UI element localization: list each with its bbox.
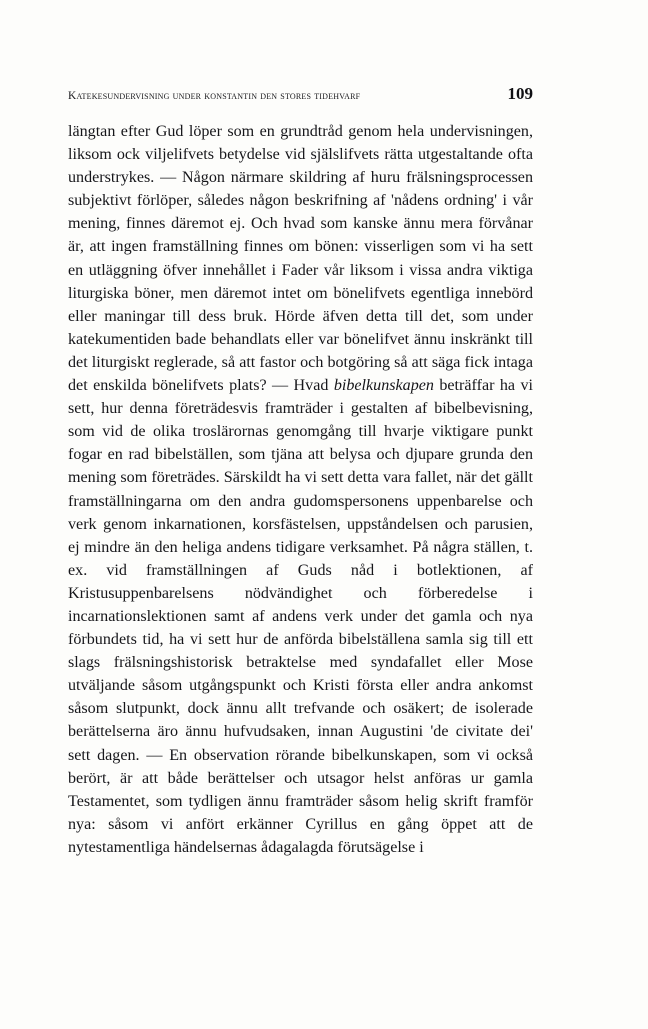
page-number: 109 <box>507 84 533 103</box>
running-head <box>68 84 533 104</box>
body-text-part-1: längtan efter Gud löper som en grundtråd genom hela undervisningen, liksom ock viljelifvets betydelse vid själslifvets rätta utgestaltande ofta understrykes. — Någon närmare skildring af huru frälsningsprocessen subjektivt förlöper, således någon beskrifning af 'nådens ordning' i vår mening, finnes däremot ej. Och hvad som kanske ännu mera förvånar är, att ingen framställning finnes om bönen: visserligen som vi ha sett en utläggning öfver innehållet i Fader vår liksom i vissa andra viktiga liturgiska böner, men däremot intet om bönelifvets egentliga innebörd eller maningar till dess bruk. Hörde äfven detta till det, som under katekumentiden bade behandlats eller var bönelifvet ännu inskränkt till det liturgiskt reglerade, så att fastor och botgöring så att säga fick intaga det enskilda bönelifvets plats? — Hvad <box>68 123 533 395</box>
body-text-part-2: beträffar ha vi sett, hur denna företrädesvis framträder i gestalten af bibelbevisning, som vid de olika troslärornas genomgång till hvarje viktigare punkt fogar en rad bibelställen, som tjäna att belysa och djupare grunda den mening som företrädes. Särskildt ha vi sett detta vara fallet, när det gällt framställningarna om den andra gudomspersonens uppenbarelse och verk genom inkarnationen, korsfästelsen, uppståndelsen och parusien, ej mindre än den heliga andens tidigare verksamhet. På några ställen, t. ex. vid framställningen af Guds nåd i botlektionen, af Kristusuppenbarelsens nödvändighet och förberedelse i incarnationslektionen samt af andens verk under det gamla och nya förbundets tid, ha vi sett hur de anförda bibelställena samla sig till ett slags frälsningshistorisk betraktelse med syndafallet eller Mose utväljande såsom utgångspunkt och Kristi första eller andra ankomst såsom slutpunkt, dock ännu allt trefvande och osäkert; de isolerade berättelserna äro ännu hufvudsaken, innan Augustini 'de civitate dei' sett dagen. — En observation rörande bibelkunskapen, som vi också berört, är att både berättelser och utsagor helst anföras ur gamla Testamentet, som tydligen ännu framträder såsom helig skrift framför nya: såsom vi anfört erkänner Cyrillus en gång öppet att de nytestamentliga händelsernas ådagalagda förutsägelse i <box>68 377 534 856</box>
body-paragraph <box>68 120 533 859</box>
body-text-italic-term: bibelkunskapen <box>333 377 434 395</box>
page-content <box>68 84 533 859</box>
running-head-title: Katekesundervisning under konstantin den stores tidehvarf <box>68 90 361 102</box>
